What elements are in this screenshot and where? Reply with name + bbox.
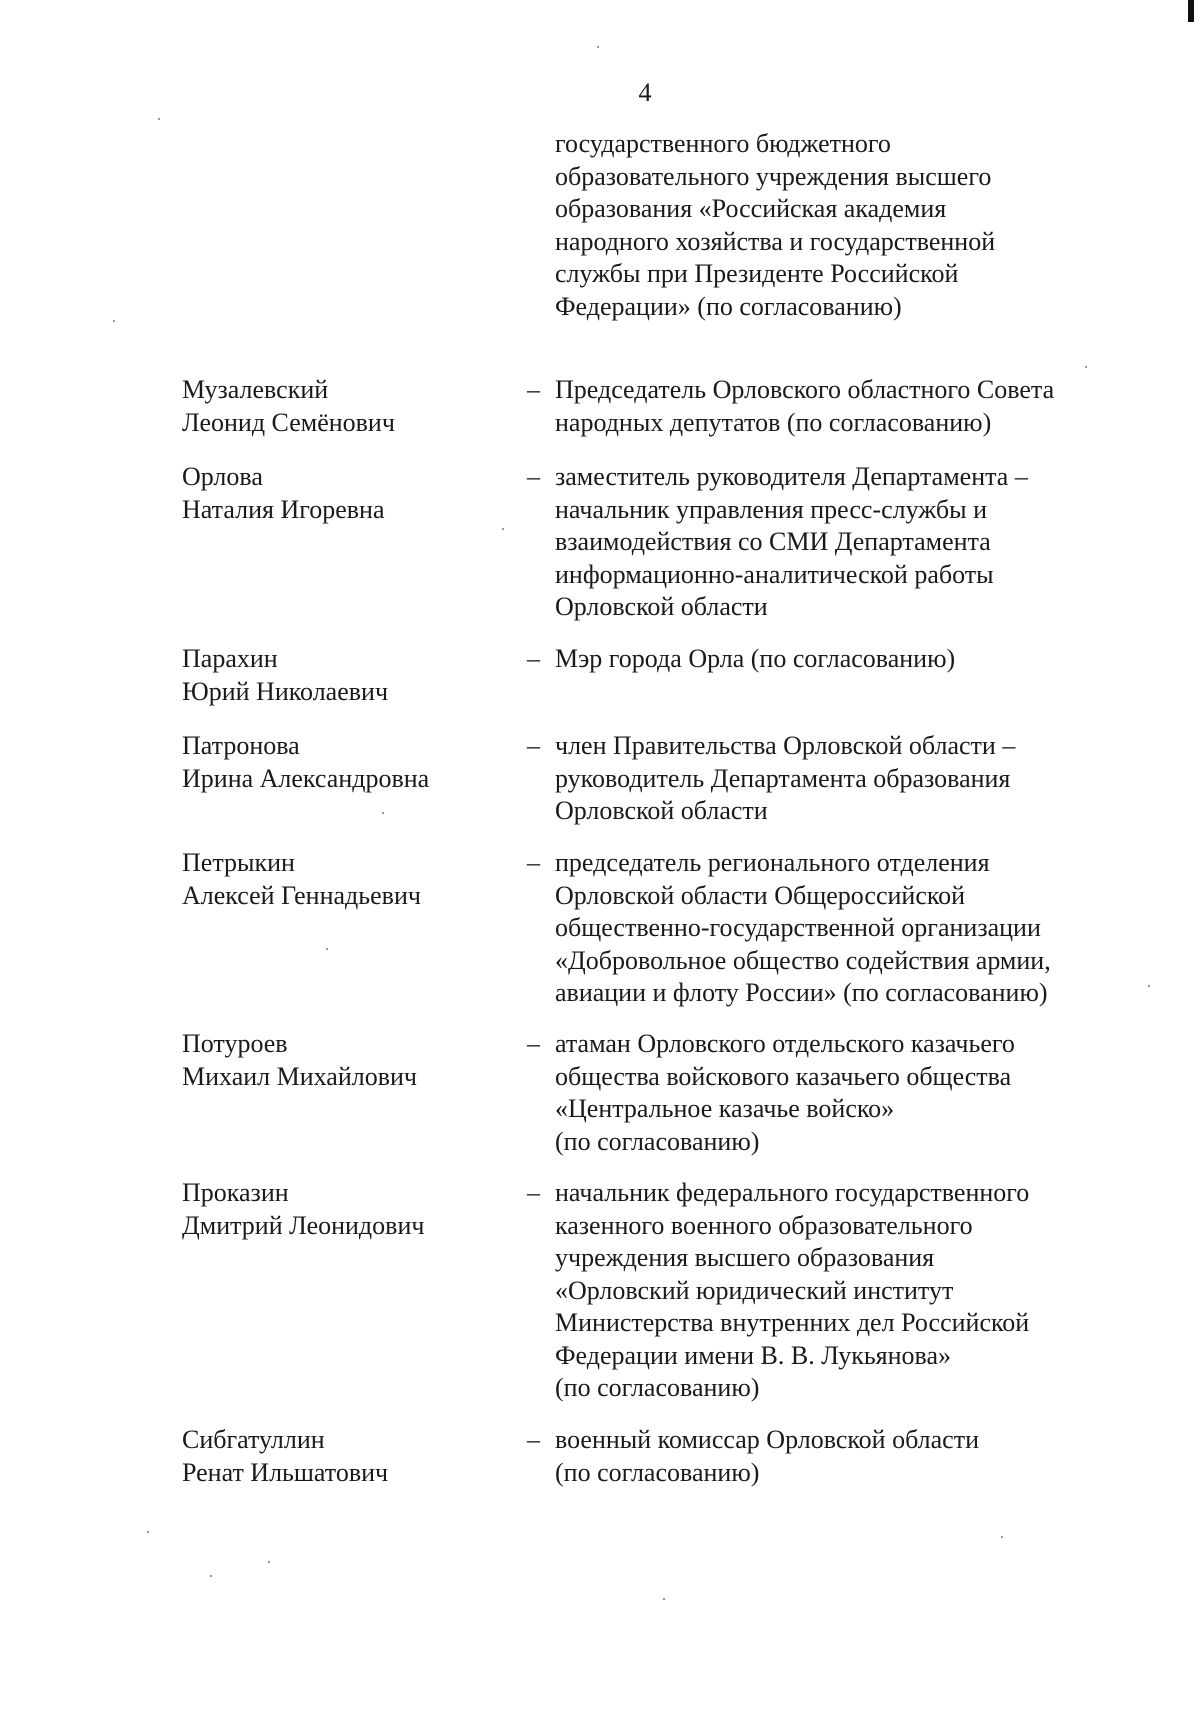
- scan-speck: [597, 46, 599, 48]
- member-name: [182, 374, 502, 439]
- member-given-names: Леонид Семёнович: [182, 407, 395, 437]
- position-line: общества войскового казачьего общества: [555, 1061, 1012, 1091]
- position-line: Орловской области: [555, 796, 768, 825]
- position-line: (по согласованию): [555, 1457, 760, 1487]
- position-line: Председатель Орловского областного Совета: [555, 375, 1055, 404]
- position-line: председатель регионального отделения: [555, 848, 990, 877]
- position-line: атаман Орловского отдельского казачьего: [555, 1029, 1015, 1058]
- scan-speck: [147, 1531, 149, 1533]
- scan-speck: [210, 1575, 212, 1577]
- member-position: [555, 1424, 1125, 1489]
- position-line: начальник управления пресс-службы и: [555, 494, 987, 524]
- member-position: [555, 1028, 1125, 1158]
- continued-line: образовательного учреждения высшего: [555, 161, 992, 191]
- position-line: казенного военного образовательного: [555, 1210, 973, 1240]
- position-line: начальник федерального государственного: [555, 1178, 1030, 1207]
- scan-speck: [663, 1598, 665, 1600]
- member-surname: Проказин: [182, 1178, 289, 1207]
- member-surname: Сибгатуллин: [182, 1425, 325, 1454]
- dash-separator: –: [527, 1178, 540, 1207]
- scan-speck: [158, 118, 160, 120]
- member-name: [182, 1177, 502, 1242]
- scan-speck: [502, 528, 504, 530]
- position-line: военный комиссар Орловской области: [555, 1425, 979, 1454]
- member-name: [182, 1424, 502, 1489]
- position-line: «Центральное казачье войско»: [555, 1094, 895, 1123]
- member-position: [555, 643, 1125, 676]
- member-name: [182, 461, 502, 526]
- dash-separator: –: [527, 462, 540, 491]
- dash-separator: –: [527, 1029, 540, 1058]
- member-given-names: Михаил Михайлович: [182, 1061, 418, 1091]
- position-line: взаимодействия со СМИ Департамента: [555, 527, 991, 556]
- dash-separator: –: [527, 375, 540, 404]
- dash-separator: –: [527, 1425, 540, 1454]
- position-line: «Орловский юридический институт: [555, 1275, 954, 1305]
- position-line: руководитель Департамента образования: [555, 763, 1011, 793]
- position-line: (по согласованию): [555, 1126, 760, 1156]
- position-line: Орловской области: [555, 592, 768, 621]
- position-line: авиации и флоту России» (по согласованию): [555, 978, 1048, 1007]
- member-position: [555, 1177, 1125, 1405]
- position-line: Мэр города Орла (по согласованию): [555, 644, 956, 673]
- member-given-names: Алексей Геннадьевич: [182, 880, 421, 910]
- page-number: 4: [638, 78, 652, 107]
- member-surname: Парахин: [182, 644, 278, 673]
- continued-line: государственного бюджетного: [555, 129, 891, 158]
- dash-separator: –: [527, 731, 540, 760]
- position-line: Орловской области Общероссийской: [555, 880, 966, 910]
- position-line: общественно-государственной организации: [555, 913, 1041, 942]
- dash-separator: –: [527, 644, 540, 673]
- member-name: [182, 643, 502, 708]
- position-line: член Правительства Орловской области –: [555, 731, 1016, 760]
- member-given-names: Дмитрий Леонидович: [182, 1210, 425, 1240]
- scan-speck: [382, 812, 384, 814]
- position-line: учреждения высшего образования: [555, 1243, 935, 1272]
- position-line: народных депутатов (по согласованию): [555, 407, 992, 437]
- position-line: Министерства внутренних дел Российской: [555, 1308, 1030, 1337]
- continued-line: службы при Президенте Российской: [555, 259, 959, 288]
- member-name: [182, 847, 502, 912]
- scan-edge-mark: [1188, 0, 1194, 22]
- continued-description: [555, 128, 1115, 323]
- scan-speck: [1001, 1536, 1003, 1538]
- position-line: информационно-аналитической работы: [555, 559, 994, 589]
- member-position: [555, 847, 1125, 1010]
- scan-speck: [1148, 985, 1150, 987]
- member-surname: Орлова: [182, 462, 263, 491]
- member-surname: Музалевский: [182, 375, 329, 404]
- member-name: [182, 730, 502, 795]
- member-given-names: Ирина Александровна: [182, 763, 430, 793]
- position-line: «Добровольное общество содействия армии,: [555, 945, 1051, 975]
- member-given-names: Наталия Игоревна: [182, 494, 385, 524]
- member-surname: Петрыкин: [182, 848, 295, 877]
- scan-speck: [1085, 366, 1087, 368]
- member-given-names: Юрий Николаевич: [182, 676, 389, 706]
- member-given-names: Ренат Ильшатович: [182, 1457, 389, 1487]
- member-position: [555, 374, 1125, 439]
- scan-speck: [268, 1561, 270, 1563]
- position-line: заместитель руководителя Департамента –: [555, 462, 1028, 491]
- member-surname: Патронова: [182, 731, 300, 760]
- position-line: (по согласованию): [555, 1373, 760, 1402]
- continued-line: народного хозяйства и государственной: [555, 226, 996, 256]
- continued-line: образования «Российская академия: [555, 194, 947, 223]
- continued-line: Федерации» (по согласованию): [555, 291, 902, 321]
- member-position: [555, 730, 1125, 828]
- scan-speck: [326, 948, 328, 950]
- dash-separator: –: [527, 848, 540, 877]
- scan-speck: [113, 320, 115, 322]
- member-name: [182, 1028, 502, 1093]
- position-line: Федерации имени В. В. Лукьянова»: [555, 1340, 952, 1370]
- member-position: [555, 461, 1125, 624]
- member-surname: Потуроев: [182, 1029, 288, 1058]
